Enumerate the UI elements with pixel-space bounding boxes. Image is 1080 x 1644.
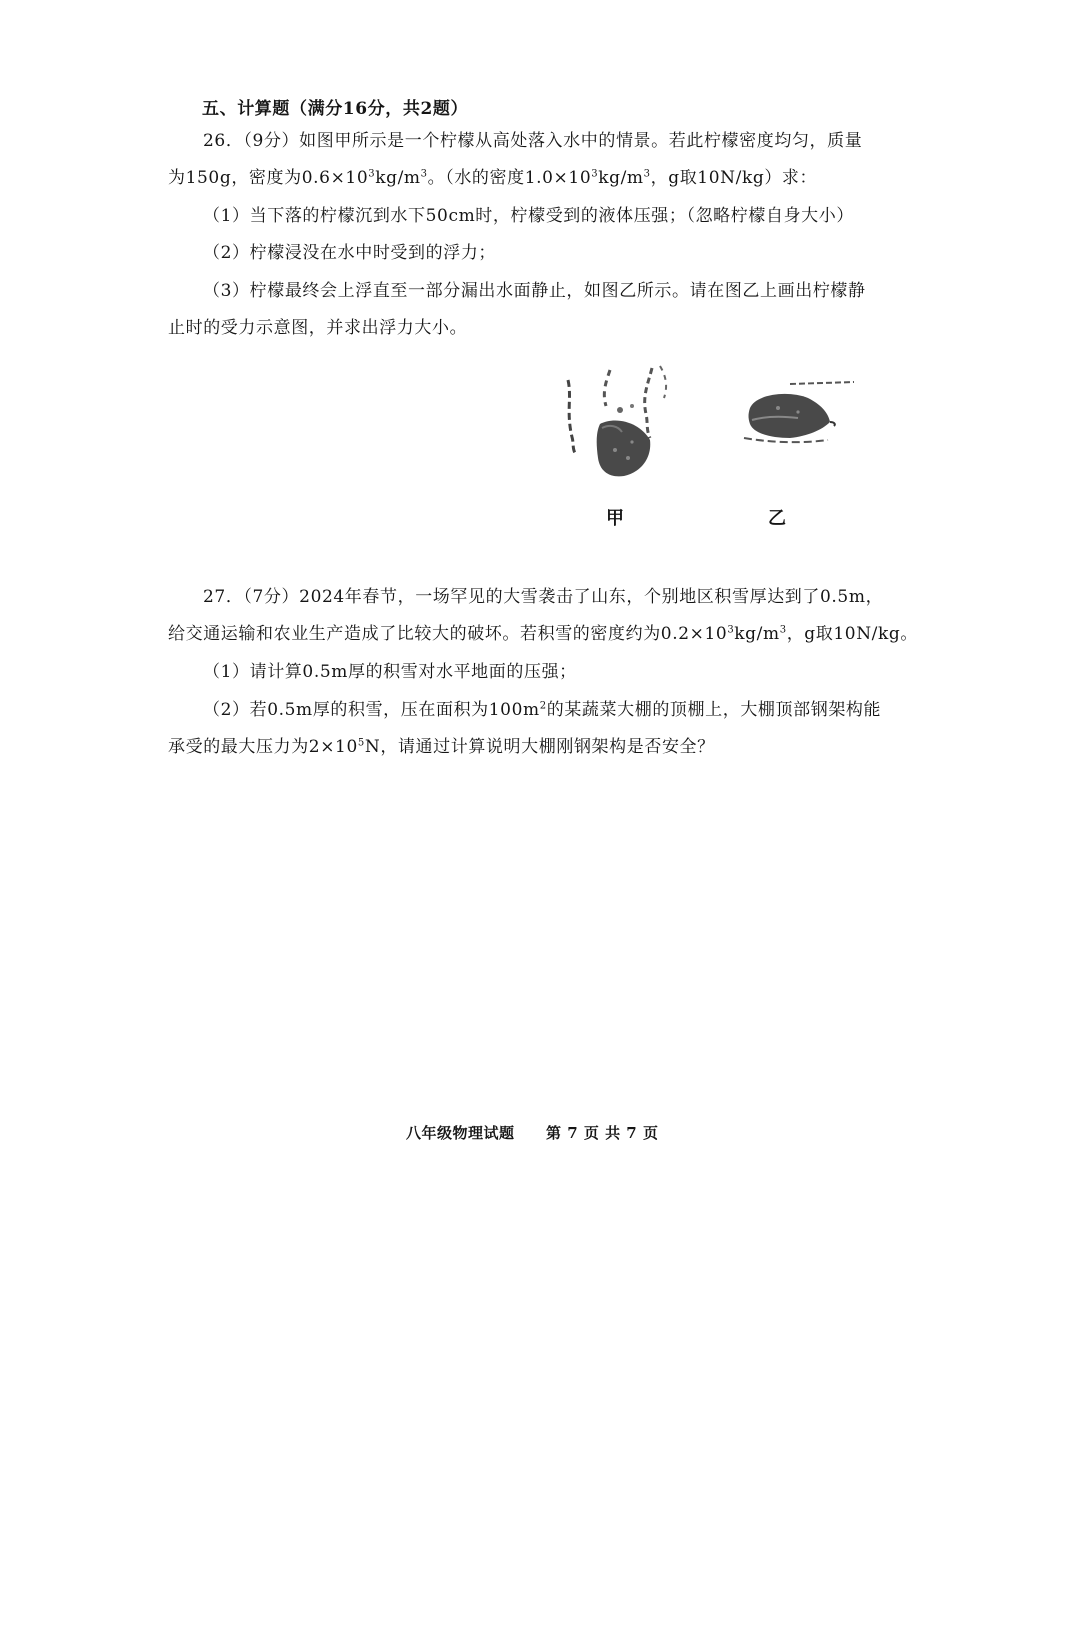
q27-line2: 给交通运输和农业生产造成了比较大的破坏。若积雪的密度约为$0.2\times 10^3kg/m^3$，g取10N/kg。: [168, 624, 918, 644]
figure-jia-label: 甲: [606, 508, 624, 529]
section-title: 五、计算题（满分16分，共2题）: [202, 99, 469, 119]
q27-sub1: （1）请计算0.5m厚的积雪对水平地面的压强；: [203, 662, 577, 682]
figure-yi-label: 乙: [768, 508, 786, 529]
q26-sub2: （2）柠檬浸没在水中时受到的浮力；: [203, 243, 497, 263]
q27-line1: 27．（7分）2024年春节，一场罕见的大雪袭击了山东，个别地区积雪厚达到了0.5m，: [203, 587, 884, 607]
footer-subject: 八年级物理试题: [406, 1124, 515, 1142]
q26-line1: 26．（9分）如图甲所示是一个柠檬从高处落入水中的情景。若此柠檬密度均匀，质量: [203, 131, 863, 151]
q26-line2: 为150g，密度为$0.6\times 10^3kg/m^3$。（水的密度$1.0\times 10^3kg/m^3$，g取10N/kg）求：: [168, 168, 818, 188]
q26-sub3-line1: （3）柠檬最终会上浮直至一部分漏出水面静止，如图乙所示。请在图乙上画出柠檬静: [203, 281, 866, 301]
page-footer: [406, 1123, 658, 1143]
q26-sub1: （1）当下落的柠檬沉到水下50cm时，柠檬受到的液体压强；（忽略柠檬自身大小）: [203, 206, 854, 226]
footer-page-number: 第 7 页 共 7 页: [545, 1124, 659, 1142]
figure-yi-lemon-floating: [738, 378, 858, 458]
q27-sub2-line2: 承受的最大压力为$2\times 10^5N$，请通过计算说明大棚刚钢架构是否安全？: [168, 737, 715, 757]
q27-sub2-line1: （2）若0.5m厚的积雪，压在面积为$100m^2$的某蔬菜大棚的顶棚上，大棚顶部钢架构能: [203, 700, 882, 720]
figure-jia-lemon-splash: [560, 362, 680, 492]
q26-sub3-line2: 止时的受力示意图，并求出浮力大小。: [168, 318, 468, 338]
